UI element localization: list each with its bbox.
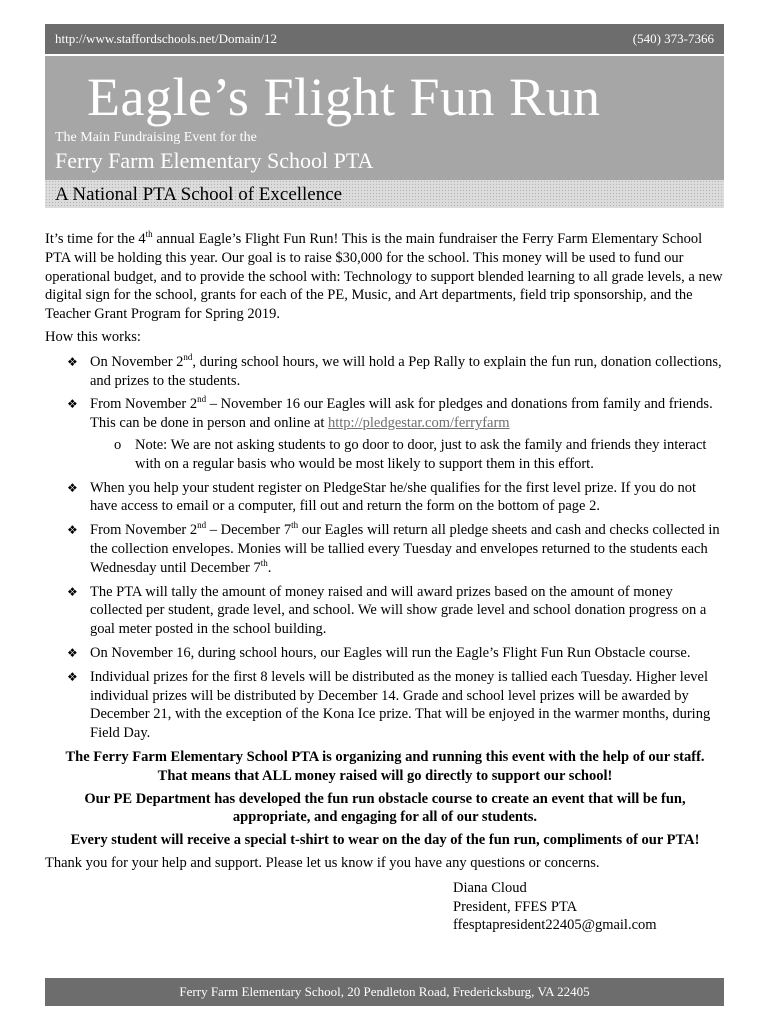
body-content bbox=[45, 230, 725, 935]
intro-paragraph: It’s time for the 4th annual Eagle’s Flight Fun Run! This is the main fundraiser the Ferry Farm Elementary School PTA will be holding this year. Our goal is to raise $30,000 for the school. This money will be used to fund our operational budget, and to provide the school with: Technology to support blended learning to all grade levels, a new digital sign for the school, grants for each of the PE, Music, and Art departments, field trip sponsorship, and the Teacher Grant Program for Spring 2019. bbox=[45, 229, 723, 323]
list-item: ❖ From November 2nd – November 16 our Eagles will ask for pledges and donations from family and friends. This can be done in person and online at http://pledgestar.com/ferryfarm o Note: We are not asking students to go door to door, just to ask the family and friends they interact with on a regular basis who would be most likely to support them in this effort. bbox=[45, 395, 725, 473]
diamond-bullet-icon: ❖ bbox=[67, 397, 78, 412]
signer-title: President, FFES PTA bbox=[453, 898, 578, 915]
diamond-bullet-icon: ❖ bbox=[67, 584, 78, 599]
circle-bullet-icon: o bbox=[114, 436, 122, 453]
school-url[interactable]: http://www.staffordschools.net/Domain/12 bbox=[55, 31, 278, 46]
diamond-bullet-icon: ❖ bbox=[67, 480, 78, 495]
list-item: ❖ When you help your student register on PledgeStar he/she qualifies for the first level prize. If you do not have access to email or a computer, fill out and return the form on the bottom of page 2. bbox=[67, 479, 697, 515]
pe-department-note: Our PE Department has developed the fun run obstacle course to create an event that will be fun, appropriate, and engaging for all of our students. bbox=[84, 790, 686, 826]
steps-list bbox=[45, 353, 725, 743]
diamond-bullet-icon: ❖ bbox=[67, 669, 78, 684]
diamond-bullet-icon: ❖ bbox=[67, 354, 78, 369]
list-item: o Note: We are not asking students to go door to door, just to ask the family and friends they interact with on a regular basis who would be most likely to support them in this effort. bbox=[114, 436, 707, 472]
list-item: ❖ The PTA will tally the amount of money raised and will award prizes based on the amount of money collected per student, grade level, and school. We will show grade level and school donation progress on a goal meter posted in the school building. bbox=[67, 583, 707, 638]
sub-list bbox=[90, 436, 725, 474]
footer-address: Ferry Farm Elementary School, 20 Pendleton Road, Fredericksburg, VA 22405 bbox=[179, 984, 590, 999]
header-bar bbox=[45, 24, 724, 54]
pledgestar-link[interactable]: http://pledgestar.com/ferryfarm bbox=[327, 415, 510, 432]
signature-block bbox=[45, 879, 725, 935]
list-item: ❖ Individual prizes for the first 8 levels will be distributed as the money is tallied each Tuesday. Higher level individual prizes will be distributed by December 14. Grade and school level prizes will be awarded by December 21, with the exception of the Kona Ice prize. That will be enjoyed in the warmer months, during Field Day. bbox=[67, 668, 711, 742]
thanks-paragraph: Thank you for your help and support. Please let us know if you have any questions or concerns. bbox=[45, 854, 600, 871]
how-it-works-heading: How this works: bbox=[45, 328, 141, 345]
event-title: Eagle’s Flight Fun Run bbox=[87, 67, 601, 127]
footer-bar bbox=[45, 978, 724, 1006]
list-item: ❖ From November 2nd – December 7th our Eagles will return all pledge sheets and cash and checks collected in the collection envelopes. Monies will be tallied every Tuesday and envelopes returned to the students each Wednesday until December 7th. bbox=[67, 520, 720, 576]
tagline: A National PTA School of Excellence bbox=[55, 184, 343, 205]
staff-note: The Ferry Farm Elementary School PTA is organizing and running this event with the help of our staff. That means that ALL money raised will go directly to support our school! bbox=[65, 748, 705, 784]
list-item: ❖ On November 2nd, during school hours, we will hold a Pep Rally to explain the fun run, donation collections, and prizes to the students. bbox=[67, 351, 722, 389]
signer-name: Diana Cloud bbox=[453, 879, 527, 896]
title-banner bbox=[45, 56, 724, 180]
signer-email[interactable]: ffesptapresident22405@gmail.com bbox=[453, 917, 657, 934]
event-subtitle: The Main Fundraising Event for the bbox=[55, 130, 257, 145]
phone-number: (540) 373-7366 bbox=[632, 31, 714, 46]
organization-name: Ferry Farm Elementary School PTA bbox=[55, 148, 374, 173]
list-item: ❖ On November 16, during school hours, our Eagles will run the Eagle’s Flight Fun Run Obstacle course. bbox=[67, 644, 691, 661]
tshirt-note: Every student will receive a special t-shirt to wear on the day of the fun run, compliments of our PTA! bbox=[70, 832, 700, 849]
diamond-bullet-icon: ❖ bbox=[67, 645, 78, 660]
tagline-strip bbox=[45, 180, 724, 208]
diamond-bullet-icon: ❖ bbox=[67, 523, 78, 538]
